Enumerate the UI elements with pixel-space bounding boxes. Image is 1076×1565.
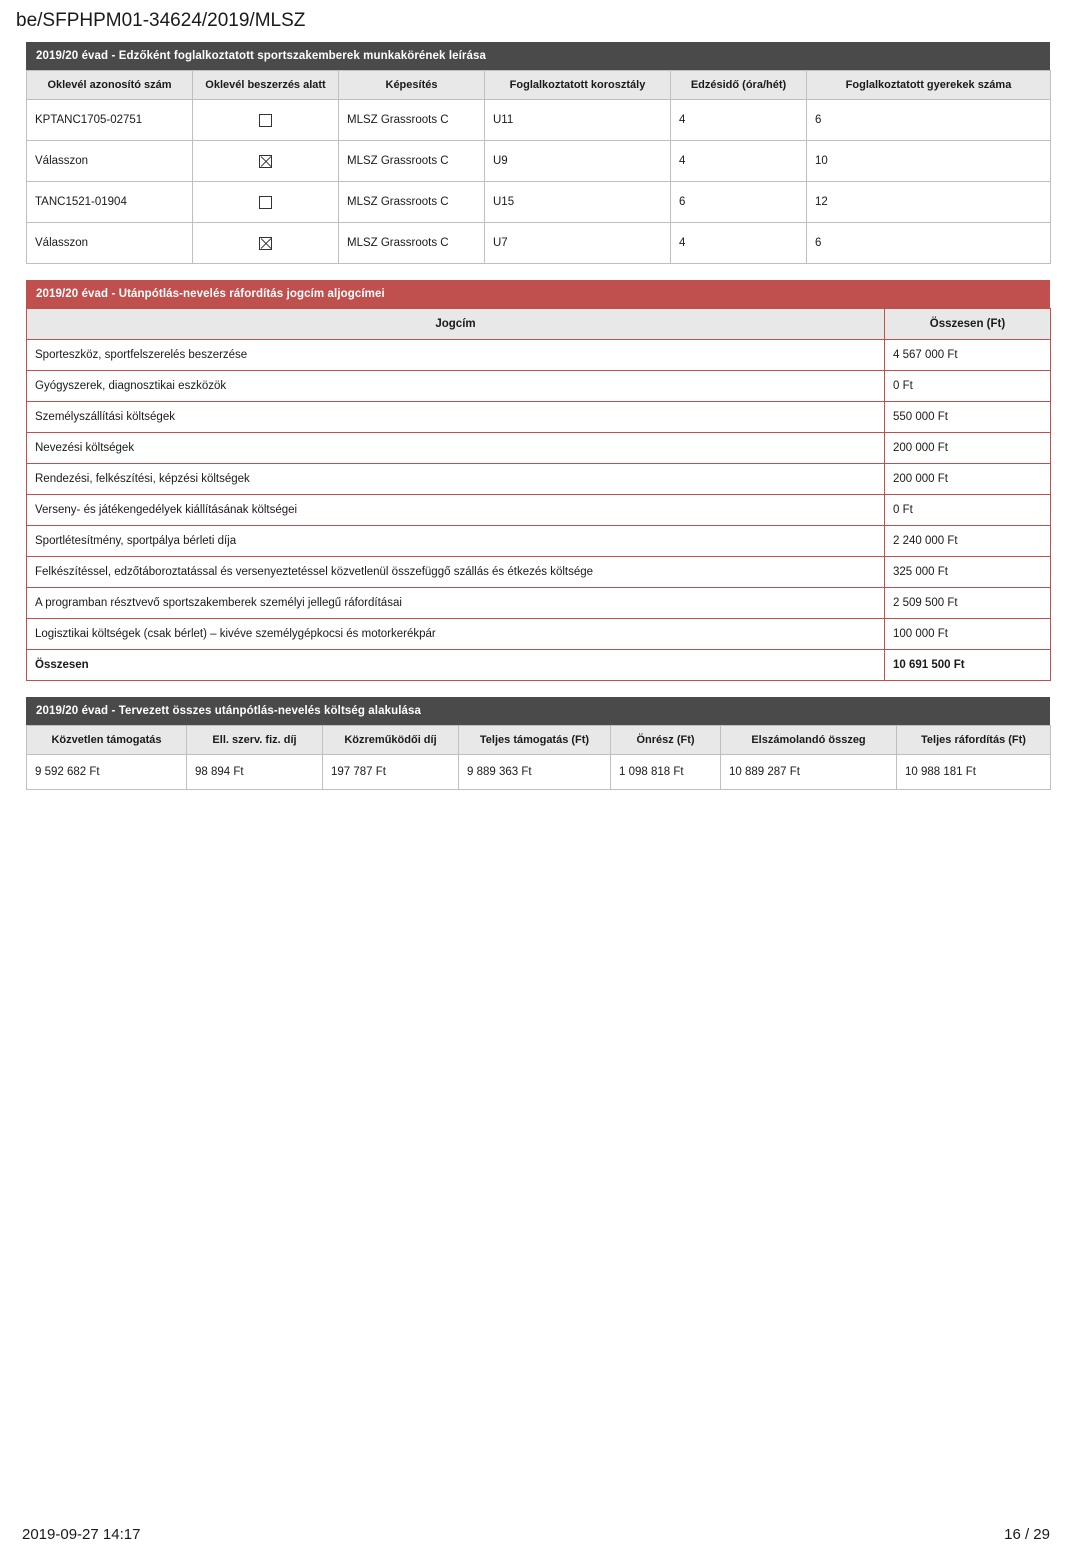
column-header-osszesen: Összesen (Ft) bbox=[885, 309, 1051, 340]
column-header-edzesido: Edzésidő (óra/hét) bbox=[671, 71, 807, 100]
cell-gyerekek-szama: 12 bbox=[807, 182, 1051, 223]
cell-oklevel-azonosito: KPTANC1705-02751 bbox=[27, 100, 193, 141]
column-header-onresz: Önrész (Ft) bbox=[611, 726, 721, 755]
checkbox-checked-icon[interactable] bbox=[259, 155, 272, 168]
cell-oklevel-beszerzes bbox=[193, 223, 339, 264]
cell-kepesites: MLSZ Grassroots C bbox=[339, 100, 485, 141]
coaches-section bbox=[26, 42, 1050, 264]
cell-teljes-raforditas: 10 988 181 Ft bbox=[897, 755, 1051, 790]
table-row bbox=[27, 100, 1051, 141]
coaches-table bbox=[26, 70, 1051, 264]
subtitles-section bbox=[26, 280, 1050, 681]
table-row bbox=[27, 223, 1051, 264]
cell-total-amount: 10 691 500 Ft bbox=[885, 650, 1051, 681]
cell-amount: 2 240 000 Ft bbox=[885, 526, 1051, 557]
checkbox-unchecked-icon[interactable] bbox=[259, 114, 272, 127]
cell-kozvetlen-tamogatas: 9 592 682 Ft bbox=[27, 755, 187, 790]
cell-kepesites: MLSZ Grassroots C bbox=[339, 141, 485, 182]
cell-edzesido: 4 bbox=[671, 223, 807, 264]
column-header-elszamolando-osszeg: Elszámolandó összeg bbox=[721, 726, 897, 755]
column-header-oklevel-azonosito: Oklevél azonosító szám bbox=[27, 71, 193, 100]
column-header-kozvetlen-tamogatas: Közvetlen támogatás bbox=[27, 726, 187, 755]
cell-onresz: 1 098 818 Ft bbox=[611, 755, 721, 790]
cell-korosztaly: U7 bbox=[485, 223, 671, 264]
cell-gyerekek-szama: 6 bbox=[807, 223, 1051, 264]
table-row bbox=[27, 402, 1051, 433]
column-header-jogcim: Jogcím bbox=[27, 309, 885, 340]
cell-jogcim: Sportlétesítmény, sportpálya bérleti díja bbox=[27, 526, 885, 557]
column-header-oklevel-beszerzes: Oklevél beszerzés alatt bbox=[193, 71, 339, 100]
cell-oklevel-azonosito: Válasszon bbox=[27, 141, 193, 182]
cell-kozremukodoi-dij: 197 787 Ft bbox=[323, 755, 459, 790]
cell-gyerekek-szama: 10 bbox=[807, 141, 1051, 182]
costs-section bbox=[26, 697, 1050, 790]
cell-amount: 550 000 Ft bbox=[885, 402, 1051, 433]
column-header-teljes-tamogatas: Teljes támogatás (Ft) bbox=[459, 726, 611, 755]
table-header-row bbox=[27, 309, 1051, 340]
cell-teljes-tamogatas: 9 889 363 Ft bbox=[459, 755, 611, 790]
checkbox-unchecked-icon[interactable] bbox=[259, 196, 272, 209]
cell-edzesido: 4 bbox=[671, 141, 807, 182]
cell-edzesido: 6 bbox=[671, 182, 807, 223]
cell-jogcim: Nevezési költségek bbox=[27, 433, 885, 464]
table-row bbox=[27, 433, 1051, 464]
table-row bbox=[27, 588, 1051, 619]
cell-amount: 0 Ft bbox=[885, 495, 1051, 526]
coaches-table-caption: 2019/20 évad - Edzőként foglalkoztatott sportszakemberek munkakörének leírása bbox=[26, 42, 1050, 70]
table-row bbox=[27, 495, 1051, 526]
costs-table-caption: 2019/20 évad - Tervezett összes utánpótlás-nevelés költség alakulása bbox=[26, 697, 1050, 725]
cell-jogcim: Sporteszköz, sportfelszerelés beszerzése bbox=[27, 340, 885, 371]
cell-oklevel-beszerzes bbox=[193, 100, 339, 141]
cell-korosztaly: U15 bbox=[485, 182, 671, 223]
cell-kepesites: MLSZ Grassroots C bbox=[339, 182, 485, 223]
table-row bbox=[27, 182, 1051, 223]
column-header-gyerekek-szama: Foglalkoztatott gyerekek száma bbox=[807, 71, 1051, 100]
cell-amount: 4 567 000 Ft bbox=[885, 340, 1051, 371]
subtitles-table bbox=[26, 308, 1051, 681]
column-header-teljes-raforditas: Teljes ráfordítás (Ft) bbox=[897, 726, 1051, 755]
cell-korosztaly: U11 bbox=[485, 100, 671, 141]
page-title: be/SFPHPM01-34624/2019/MLSZ bbox=[16, 10, 306, 31]
cell-oklevel-beszerzes bbox=[193, 182, 339, 223]
footer-page-number: 16 / 29 bbox=[1004, 1526, 1050, 1543]
cell-jogcim: Gyógyszerek, diagnosztikai eszközök bbox=[27, 371, 885, 402]
column-header-ell-szerv-dij: Ell. szerv. fiz. díj bbox=[187, 726, 323, 755]
column-header-korosztaly: Foglalkoztatott korosztály bbox=[485, 71, 671, 100]
table-header-row bbox=[27, 71, 1051, 100]
cell-jogcim: Logisztikai költségek (csak bérlet) – kivéve személygépkocsi és motorkerékpár bbox=[27, 619, 885, 650]
table-row bbox=[27, 557, 1051, 588]
cell-oklevel-azonosito: TANC1521-01904 bbox=[27, 182, 193, 223]
cell-total-label: Összesen bbox=[27, 650, 885, 681]
table-row bbox=[27, 340, 1051, 371]
table-row bbox=[27, 755, 1051, 790]
table-total-row bbox=[27, 650, 1051, 681]
cell-amount: 2 509 500 Ft bbox=[885, 588, 1051, 619]
page-footer bbox=[0, 1526, 1076, 1543]
column-header-kepesites: Képesítés bbox=[339, 71, 485, 100]
cell-jogcim: Verseny- és játékengedélyek kiállításának költségei bbox=[27, 495, 885, 526]
cell-oklevel-beszerzes bbox=[193, 141, 339, 182]
cell-elszamolando-osszeg: 10 889 287 Ft bbox=[721, 755, 897, 790]
cell-amount: 200 000 Ft bbox=[885, 464, 1051, 495]
cell-jogcim: Személyszállítási költségek bbox=[27, 402, 885, 433]
footer-timestamp: 2019-09-27 14:17 bbox=[22, 1526, 141, 1543]
subtitles-table-caption: 2019/20 évad - Utánpótlás-nevelés ráfordítás jogcím aljogcímei bbox=[26, 280, 1050, 308]
table-row bbox=[27, 371, 1051, 402]
table-row bbox=[27, 141, 1051, 182]
cell-amount: 200 000 Ft bbox=[885, 433, 1051, 464]
cell-amount: 325 000 Ft bbox=[885, 557, 1051, 588]
table-row bbox=[27, 619, 1051, 650]
cell-gyerekek-szama: 6 bbox=[807, 100, 1051, 141]
cell-korosztaly: U9 bbox=[485, 141, 671, 182]
cell-amount: 0 Ft bbox=[885, 371, 1051, 402]
cell-jogcim: A programban résztvevő sportszakemberek személyi jellegű ráfordításai bbox=[27, 588, 885, 619]
checkbox-checked-icon[interactable] bbox=[259, 237, 272, 250]
costs-table bbox=[26, 725, 1051, 790]
cell-edzesido: 4 bbox=[671, 100, 807, 141]
cell-kepesites: MLSZ Grassroots C bbox=[339, 223, 485, 264]
table-header-row bbox=[27, 726, 1051, 755]
cell-jogcim: Felkészítéssel, edzőtáboroztatással és versenyeztetéssel közvetlenül összefüggő szállás és étkezés költsége bbox=[27, 557, 885, 588]
column-header-kozremukodoi-dij: Közreműködői díj bbox=[323, 726, 459, 755]
table-row bbox=[27, 526, 1051, 557]
cell-ell-szerv-dij: 98 894 Ft bbox=[187, 755, 323, 790]
cell-amount: 100 000 Ft bbox=[885, 619, 1051, 650]
cell-jogcim: Rendezési, felkészítési, képzési költségek bbox=[27, 464, 885, 495]
cell-oklevel-azonosito: Válasszon bbox=[27, 223, 193, 264]
table-row bbox=[27, 464, 1051, 495]
